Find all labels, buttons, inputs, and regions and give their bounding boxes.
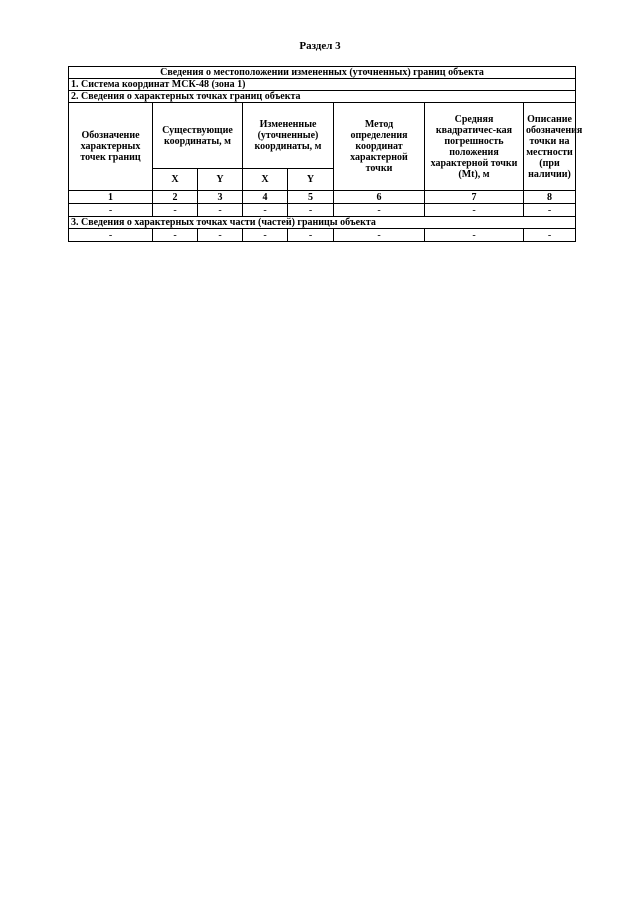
header-changed-coords: Измененные (уточненные) координаты, м [243,103,334,169]
table-row [69,229,576,242]
table-cell: - [198,229,243,242]
header-y-existing: Y [198,169,243,191]
main-heading: Сведения о местоположении измененных (уточненных) границ объекта [69,67,576,79]
column-number: 8 [524,191,576,204]
section-title: Раздел 3 [299,40,341,52]
column-number: 1 [69,191,153,204]
header-point-designation: Обозначение характерных точек границ [69,103,153,191]
table-cell: - [153,229,198,242]
table-cell: - [425,229,524,242]
subsection-2-heading: 2. Сведения о характерных точках границ объекта [69,91,576,103]
table-cell: - [69,204,153,217]
column-number: 4 [243,191,288,204]
boundary-table [68,66,583,242]
header-y-changed: Y [288,169,334,191]
header-method: Метод определения координат характерной точки [334,103,425,191]
table-cell: - [334,204,425,217]
table-cell: - [524,204,576,217]
column-number: 5 [288,191,334,204]
table-row [69,204,576,217]
table-cell: - [288,229,334,242]
table-cell: - [288,204,334,217]
column-number: 2 [153,191,198,204]
header-rms-error: Средняя квадратичес-кая погрешность положения характерной точки (Mt), м [425,103,524,191]
table-cell: - [334,229,425,242]
table-cell: - [524,229,576,242]
table-cell: - [69,229,153,242]
table-cell: - [153,204,198,217]
subsection-3-heading: 3. Сведения о характерных точках части (частей) границы объекта [69,217,576,229]
header-x-existing: X [153,169,198,191]
table-cell: - [243,204,288,217]
header-existing-coords: Существующие координаты, м [153,103,243,169]
header-x-changed: X [243,169,288,191]
table-cell: - [425,204,524,217]
column-number-row [69,191,576,204]
column-number: 3 [198,191,243,204]
header-description: Описание обозначения точки на местности (при наличии) [524,103,576,191]
table-cell: - [243,229,288,242]
column-number: 7 [425,191,524,204]
column-number: 6 [334,191,425,204]
table-cell: - [198,204,243,217]
subsection-1-coordinate-system: 1. Система координат МСК-48 (зона 1) [69,79,576,91]
